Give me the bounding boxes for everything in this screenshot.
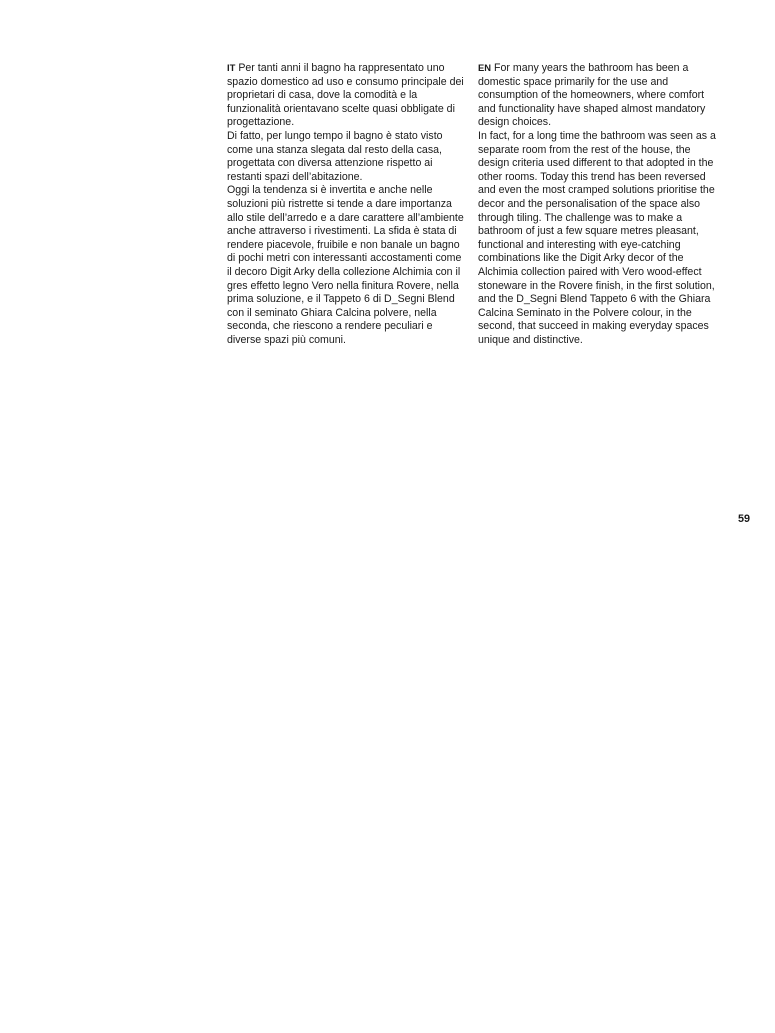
italian-text-column	[227, 61, 467, 347]
english-paragraph-text: For many years the bathroom has been a domestic space primarily for the use and consumption of the homeowners, where comfort and functionality have shaped almost mandatory design choices.	[478, 62, 706, 129]
italian-paragraph: Oggi la tendenza si è invertita e anche nelle soluzioni più ristrette si tende a dare importanza allo stile dell’arredo e a dare carattere all’ambiente anche attraverso i rivestimenti. La sfida è stata di rendere piacevole, fruibile e non banale un bagno di pochi metri con interessanti accostamenti come il decoro Digit Arky della collezione Alchimia con il gres effetto legno Vero nella finitura Rovere, nella prima soluzione, e il Tappeto 6 di D_Segni Blend con il seminato Ghiara Calcina polvere, nella seconda, che riescono a rendere peculiari e diverse spazi più comuni.	[227, 184, 464, 346]
italian-paragraph	[227, 61, 467, 130]
english-language-tag: EN	[478, 62, 492, 73]
english-paragraph: In fact, for a long time the bathroom was seen as a separate room from the rest of the house, the design criteria used different to that adopted in the other rooms. Today this trend has been reversed and even the most cramped solutions prioritise the decor and the personalisation of the space also through tiling. The challenge was to make a bathroom of just a few square metres pleasant, functional and interesting with eye-catching combinations like the Digit Arky decor of the Alchimia collection paired with Vero wood-effect stoneware in the Rovere finish, in the first solution, and the D_Segni Blend Tappeto 6 with the Ghiara Calcina Seminato in the Polvere colour, in the second, that succeed in making everyday spaces unique and distinctive.	[478, 129, 716, 346]
italian-paragraph-text: Per tanti anni il bagno ha rappresentato uno spazio domestico ad uso e consumo principale dei proprietari di casa, dove la comodità e la funzionalità orientavano scelte quasi obbligate di progettazione.	[227, 62, 464, 129]
page-number: 59	[738, 513, 751, 525]
english-paragraph	[478, 61, 720, 130]
english-text-column	[478, 61, 720, 347]
italian-paragraph: Di fatto, per lungo tempo il bagno è stato visto come una stanza slegata dal resto della casa, progettata con diversa attenzione rispetto ai restanti spazi dell’abitazione.	[227, 129, 443, 183]
italian-language-tag: IT	[227, 62, 236, 73]
